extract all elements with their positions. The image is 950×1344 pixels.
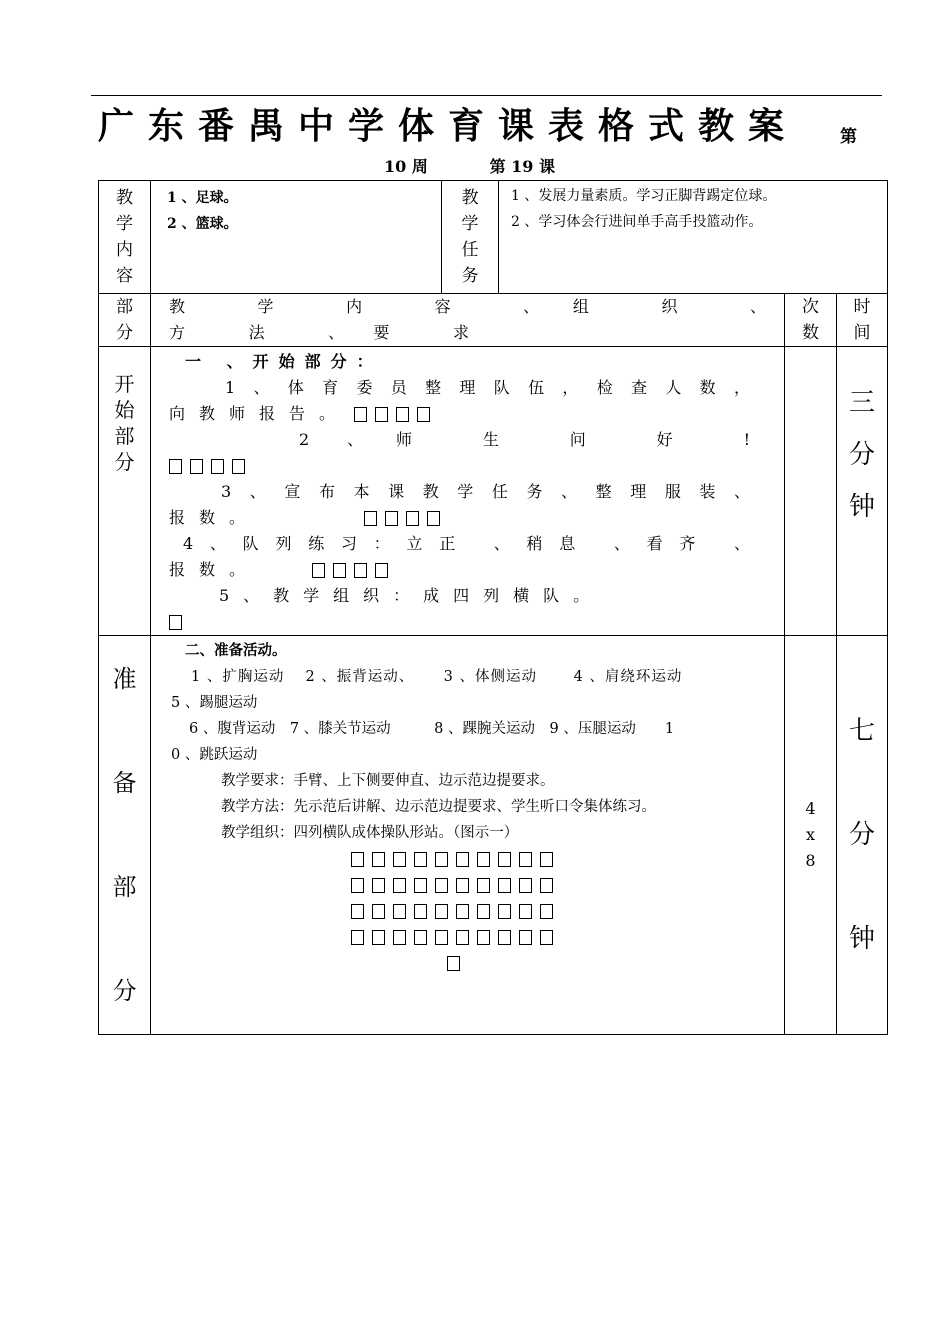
formation-row — [171, 872, 774, 898]
student-marker — [414, 904, 427, 919]
student-marker — [477, 878, 490, 893]
title-tail: 第 — [840, 127, 857, 147]
student-marker — [351, 878, 364, 893]
student-marker — [519, 930, 532, 945]
label-char: 分 — [112, 977, 137, 1005]
content-line: 报数。 — [169, 560, 260, 579]
formation-row — [171, 898, 774, 924]
count-char: 8 — [805, 851, 816, 870]
student-marker — [540, 930, 553, 945]
time-header — [836, 293, 888, 347]
placeholder-row — [169, 453, 750, 479]
count-header — [784, 293, 837, 347]
placeholder-glyph — [364, 511, 377, 526]
student-marker — [393, 852, 406, 867]
label-char: 部 — [114, 424, 135, 448]
student-marker — [372, 930, 385, 945]
student-marker — [498, 904, 511, 919]
content-line: 报数。 — [169, 508, 260, 527]
student-marker — [498, 930, 511, 945]
week-number: 10 周 — [384, 157, 428, 176]
start-part-count — [784, 346, 837, 636]
student-marker — [477, 852, 490, 867]
student-marker — [519, 852, 532, 867]
label-char: 次 — [802, 297, 819, 317]
time-char: 七 — [848, 716, 875, 746]
section-heading: 一 、开始部分： — [185, 352, 383, 371]
teacher-marker — [447, 956, 460, 971]
page-title — [98, 104, 888, 150]
student-marker — [540, 904, 553, 919]
student-marker — [456, 878, 469, 893]
content-line: 4、队列练习：立正 、稍息 、看齐 、 — [183, 534, 750, 553]
student-marker — [351, 852, 364, 867]
student-marker — [456, 930, 469, 945]
label-char: 准 — [112, 665, 137, 693]
time-char: 钟 — [848, 492, 875, 522]
student-marker — [372, 852, 385, 867]
label-char: 数 — [802, 323, 819, 343]
student-marker — [477, 904, 490, 919]
task-item: 1 、发展力量素质。学习正脚背踢定位球。 — [511, 188, 777, 204]
placeholder-glyph — [211, 459, 224, 474]
placeholder-glyph — [354, 407, 367, 422]
exercise-line: 0 、跳跃运动 — [171, 747, 258, 763]
student-marker — [477, 930, 490, 945]
student-marker — [540, 878, 553, 893]
teacher-row — [171, 950, 774, 976]
content-header — [150, 293, 785, 347]
content-line: 1、体育委员整理队伍，检查人数， — [225, 378, 750, 397]
student-marker — [393, 878, 406, 893]
student-marker — [456, 852, 469, 867]
label-char: 分 — [116, 323, 133, 343]
title-main: 广东番禺中学体育课表格式教案 — [98, 106, 799, 147]
content-line-wrap — [169, 557, 750, 583]
formation-diagram — [171, 846, 774, 976]
lesson-number: 第 19 课 — [489, 157, 555, 176]
label-char: 间 — [853, 323, 871, 343]
teaching-content-label — [98, 180, 151, 294]
label-char: 部 — [112, 873, 137, 901]
placeholder-glyph — [375, 563, 388, 578]
student-marker — [519, 904, 532, 919]
header-rule — [91, 95, 882, 96]
time-char: 钟 — [848, 924, 875, 954]
teaching-task-label — [441, 180, 499, 294]
student-marker — [498, 878, 511, 893]
teaching-content — [150, 180, 442, 294]
label-char: 学 — [116, 214, 133, 234]
placeholder-glyph — [312, 563, 325, 578]
time-char: 分 — [848, 440, 875, 470]
label-char: 教 — [116, 188, 133, 208]
placeholder-glyph — [396, 407, 409, 422]
student-marker — [372, 878, 385, 893]
student-marker — [414, 852, 427, 867]
content-header-line2: 方 法 、要 求 — [169, 323, 469, 342]
label-char: 任 — [461, 240, 479, 260]
lesson-plan-table — [98, 180, 888, 1035]
formation-row — [171, 846, 774, 872]
label-char: 务 — [461, 266, 479, 286]
placeholder-glyph — [417, 407, 430, 422]
placeholder-glyph — [427, 511, 440, 526]
prep-part-content — [150, 635, 785, 1035]
label-char: 内 — [116, 240, 133, 260]
exercise-line: 6 、腹背运动 7 、膝关节运动 8 、踝腕关运动 9 、压腿运动 1 — [189, 721, 675, 737]
label-char: 容 — [116, 266, 133, 286]
label-char: 开 — [114, 372, 135, 396]
placeholder-glyph — [169, 615, 182, 630]
time-char: 分 — [848, 820, 875, 850]
label-char: 时 — [853, 297, 871, 317]
label-char: 备 — [112, 769, 137, 797]
content-line: 2 、师 生 问 好 ! — [299, 430, 750, 449]
content-line-wrap — [169, 401, 750, 427]
student-marker — [351, 904, 364, 919]
start-part-content — [150, 346, 785, 636]
start-part-label — [98, 346, 151, 636]
content-item: 1 、足球。 — [167, 190, 238, 206]
teaching-tasks — [498, 180, 888, 294]
content-line-wrap — [169, 505, 750, 531]
section-heading: 二、准备活动。 — [185, 642, 287, 659]
task-item: 2 、学习体会行进间单手高手投篮动作。 — [511, 214, 763, 230]
count-char: 4 — [805, 799, 816, 818]
label-char: 部 — [116, 297, 133, 317]
count-char: x — [805, 825, 816, 844]
student-marker — [393, 930, 406, 945]
student-marker — [456, 904, 469, 919]
placeholder-glyph — [354, 563, 367, 578]
placeholder-glyph — [333, 563, 346, 578]
prep-part-count — [784, 635, 837, 1035]
teaching-requirement: 教学要求：手臂、上下侧要伸直、边示范边提要求。 — [221, 773, 555, 789]
week-lesson-line — [384, 154, 555, 177]
placeholder-row — [169, 609, 750, 635]
student-marker — [435, 852, 448, 867]
content-line: 向教师报告。 — [169, 404, 350, 423]
placeholder-glyph — [190, 459, 203, 474]
student-marker — [519, 878, 532, 893]
student-marker — [372, 904, 385, 919]
student-marker — [414, 930, 427, 945]
prep-part-label — [98, 635, 151, 1035]
placeholder-glyph — [375, 407, 388, 422]
label-char: 分 — [114, 450, 135, 474]
teaching-organization: 教学组织：四列横队成体操队形站。（图示一） — [221, 825, 519, 841]
label-char: 学 — [461, 214, 479, 234]
student-marker — [414, 878, 427, 893]
student-marker — [435, 878, 448, 893]
content-item: 2 、篮球。 — [167, 216, 238, 232]
student-marker — [435, 930, 448, 945]
exercise-line: 5 、踢腿运动 — [171, 695, 258, 711]
teaching-method: 教学方法：先示范后讲解、边示范边提要求、学生听口令集体练习。 — [221, 799, 656, 815]
exercise-line: 1 、扩胸运动 2 、振背运动、 3 、体侧运动 4 、肩绕环运动 — [191, 669, 683, 685]
student-marker — [498, 852, 511, 867]
placeholder-glyph — [385, 511, 398, 526]
time-char: 三 — [848, 388, 875, 418]
student-marker — [435, 904, 448, 919]
student-marker — [393, 904, 406, 919]
label-char: 教 — [461, 188, 479, 208]
placeholder-glyph — [232, 459, 245, 474]
label-char: 始 — [114, 398, 135, 422]
content-line: 5、教学组织：成四列横队。 — [219, 586, 604, 605]
content-header-line1: 教 学 内 容 、组 织 、 — [169, 297, 766, 316]
content-line: 3、宣布本课教学任务、整理服装、 — [221, 482, 750, 501]
part-header — [98, 293, 151, 347]
placeholder-glyph — [169, 459, 182, 474]
formation-row — [171, 924, 774, 950]
start-part-time — [836, 346, 888, 636]
student-marker — [540, 852, 553, 867]
prep-part-time — [836, 635, 888, 1035]
student-marker — [351, 930, 364, 945]
placeholder-glyph — [406, 511, 419, 526]
